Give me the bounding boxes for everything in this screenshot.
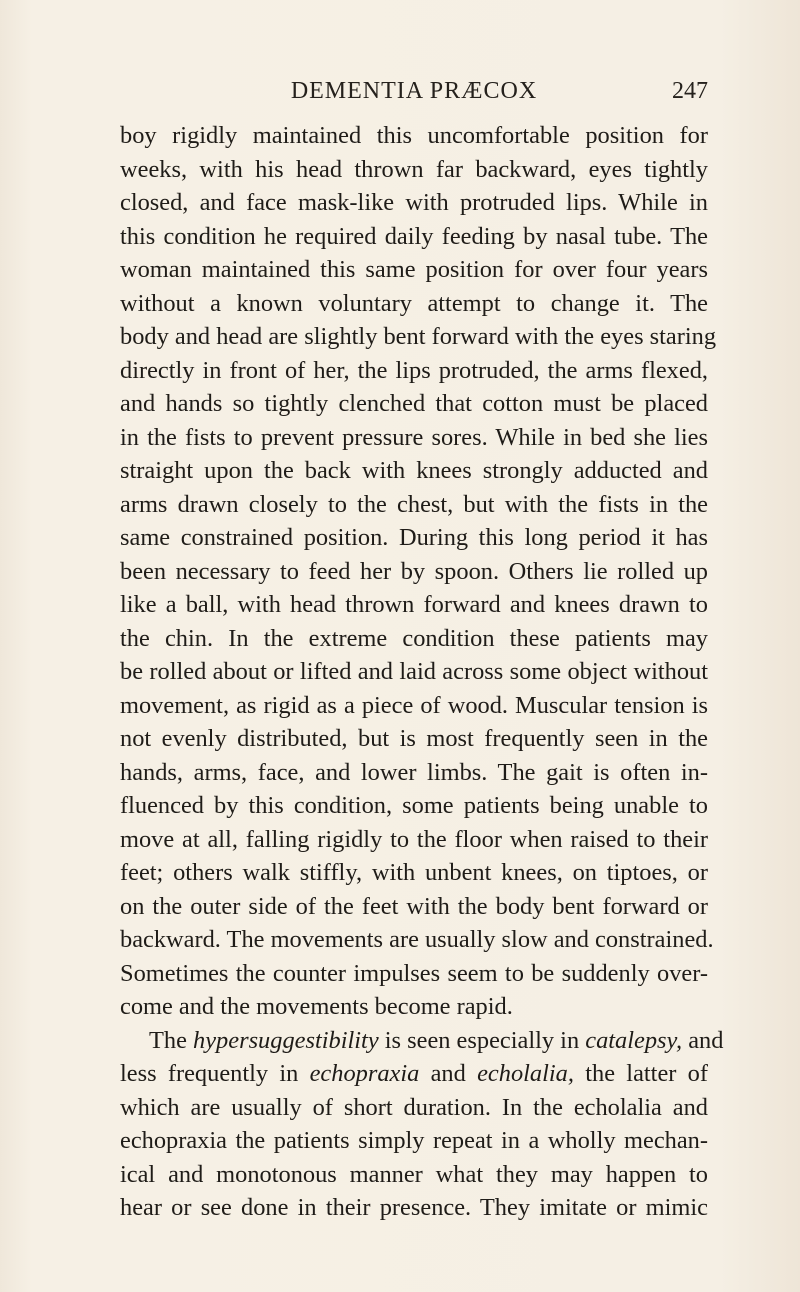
text-line: without a known voluntary attempt to change it. The (120, 289, 708, 317)
text-line: like a ball, with head thrown forward and knees drawn to (120, 591, 708, 618)
text-line: echopraxia the patients simply repeat in a wholly mechan- (120, 1127, 708, 1154)
text-line: in the fists to prevent pressure sores. While in bed she lies (120, 423, 708, 451)
text-line: been necessary to feed her by spoon. Others lie rolled up (120, 557, 708, 585)
text-line: backward. The movements are usually slow and constrained. (120, 926, 714, 953)
text-line: boy rigidly maintained this uncomfortable position for (120, 122, 708, 149)
text-run: less frequently in (120, 1060, 310, 1087)
italic-term: echolalia, (477, 1060, 574, 1087)
italic-term: hypersuggestibility (193, 1026, 379, 1054)
text-line: woman maintained this same position for over four years (120, 256, 708, 283)
paragraph (120, 119, 717, 1024)
text-line: movement, as rigid as a piece of wood. Muscular tension is (120, 691, 708, 719)
text-line: Sometimes the counter impulses seem to be suddenly over- (120, 959, 708, 987)
body-text (120, 119, 724, 1225)
text-line: the chin. In the extreme condition these patients may (120, 624, 708, 652)
text-line: which are usually of short duration. In the echolalia and (120, 1093, 708, 1121)
italic-term: echopraxia (309, 1060, 420, 1087)
text-line: ical and monotonous manner what they may happen to (120, 1160, 708, 1188)
text-line: weeks, with his head thrown far backward, eyes tightly (120, 155, 708, 183)
text-line: on the outer side of the feet with the body bent forward or (120, 892, 708, 920)
text-run: the latter of (573, 1060, 708, 1087)
text-run: The (149, 1026, 194, 1054)
text-line: hands, arms, face, and lower limbs. The gait is often in- (120, 758, 708, 786)
text-line (120, 1024, 724, 1058)
text-line: fluenced by this condition, some patients being unable to (120, 792, 708, 819)
running-head (120, 76, 708, 106)
paragraph (120, 1024, 724, 1225)
text-line: not evenly distributed, but is most frequently seen in the (120, 725, 708, 752)
text-line: hear or see done in their presence. They imitate or mimic (120, 1194, 708, 1221)
text-run: is seen especially in (378, 1026, 586, 1054)
text-line: directly in front of her, the lips protruded, the arms flexed, (120, 356, 708, 384)
text-line: body and head are slightly bent forward with the eyes staring (120, 323, 717, 350)
running-title: DEMENTIA PRÆCOX (290, 78, 538, 104)
text-line: closed, and face mask-like with protruded lips. While in (120, 189, 708, 216)
page-number: 247 (672, 78, 708, 104)
italic-term: catalepsy, (585, 1026, 683, 1054)
text-line: feet; others walk stiffly, with unbent knees, on tiptoes, or (120, 859, 708, 886)
text-line: and hands so tightly clenched that cotton must be placed (120, 390, 708, 417)
text-line: come and the movements become rapid. (120, 993, 513, 1020)
text-line: this condition he required daily feeding by nasal tube. The (120, 222, 708, 250)
text-line: move at all, falling rigidly to the floor when raised to their (120, 825, 708, 853)
text-line: be rolled about or lifted and laid across some object without (120, 658, 708, 685)
text-line (120, 1057, 708, 1091)
text-line: same constrained position. During this long period it has (120, 524, 708, 551)
text-run: and (419, 1060, 478, 1087)
text-line: arms drawn closely to the chest, but with the fists in the (120, 490, 708, 518)
text-line: straight upon the back with knees strongly adducted and (120, 457, 708, 484)
text-run: and (682, 1026, 724, 1054)
